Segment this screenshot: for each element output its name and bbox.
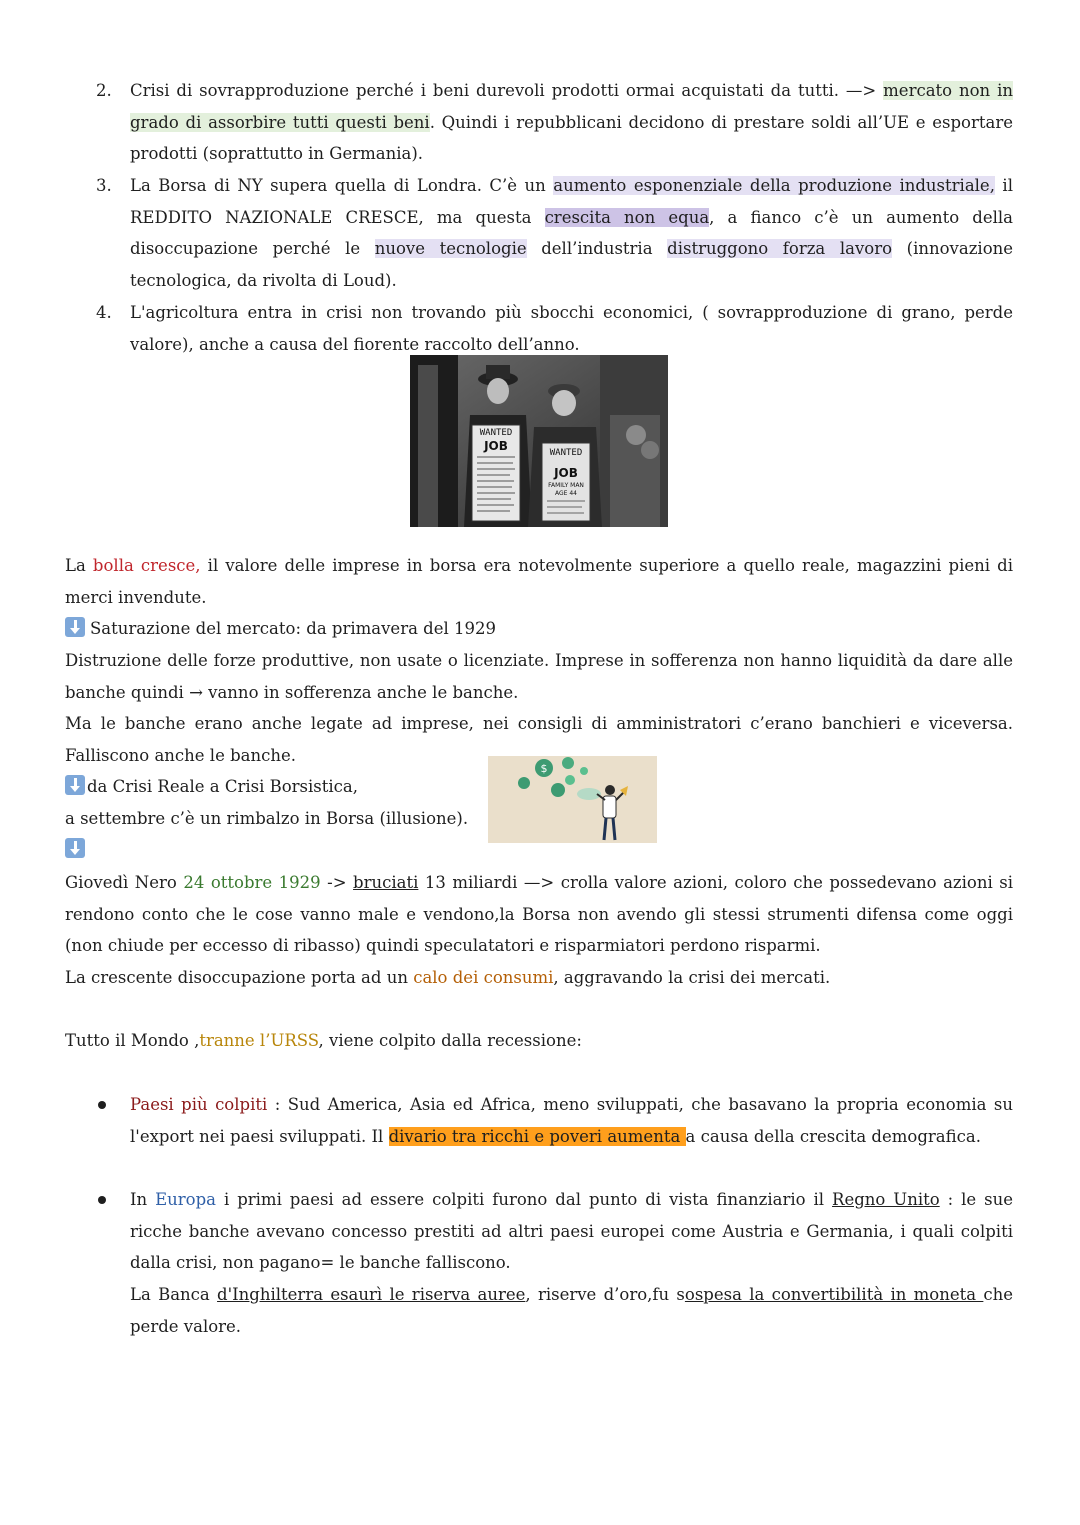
list-item-4 — [65, 297, 1013, 360]
bubble-red-text: bolla cresce, — [92, 556, 201, 575]
banks-paragraph: Ma le banche erano anche legate ad imprese, nei consigli di amministratori c’erano banchieri e viceversa. Falliscono anche le banche. — [65, 714, 1013, 765]
urss-colored-text: tranne l’URSS — [199, 1031, 319, 1050]
date-green-text: 24 ottobre 1929 — [183, 873, 321, 892]
consumption-colored-text: calo dei consumi — [413, 968, 554, 987]
bullet-dot — [98, 1196, 106, 1204]
list-number: 4. — [96, 303, 112, 322]
unemployment-line: La crescente disoccupazione porta ad un calo dei consumi, aggravando la crisi dei mercati. — [65, 968, 831, 987]
list-text: Crisi di sovrapproduzione perché i beni durevoli prodotti ormai acquistati da tutti. —> mercato non in grado di assorbire tutti questi beni. Quindi i repubblicani decidono di prestare soldi all’UE e esportare prodotti (soprattutto in Germania). — [130, 81, 1013, 164]
highlight-divide: divario tra ricchi e poveri aumenta — [388, 1126, 686, 1146]
world-line: Tutto il Mondo ,tranne l’URSS, viene colpito dalla recessione: — [65, 1031, 582, 1050]
saturation-line: Saturazione del mercato: da primavera del 1929 — [65, 613, 1013, 645]
sign2-line1: WANTED — [549, 448, 583, 458]
list-item-3 — [65, 170, 1013, 297]
sign1-line1: WANTED — [479, 428, 513, 438]
bullet-dot — [98, 1101, 106, 1109]
highlight-labour: distruggono forza lavoro — [667, 239, 893, 259]
destruction-paragraph: Distruzione delle forze produttive, non usate o licenziate. Imprese in sofferenza non hanno liquidità da dare alle banche quindi → vanno in sofferenza anche le banche. — [65, 651, 1013, 702]
list-text: La Borsa di NY supera quella di Londra. C’è un aumento esponenziale della produzione industriale, il REDDITO NAZIONALE CRESCE, ma questa crescita non equa, a fianco c’è un aumento della disoccupazione perché le nuove tecnologie dell’industria distruggono forza lavoro (innovazione tecnologica, da rivolta di Loud). — [130, 176, 1014, 291]
sign1-line2: JOB — [484, 439, 508, 453]
list-number: 2. — [96, 81, 112, 100]
down-arrow-icon — [65, 775, 85, 795]
highlight-technologies: nuove tecnologie — [374, 239, 527, 259]
list-text: L'agricoltura entra in crisi non trovando più sbocchi economici, ( sovrapproduzione di grano, perde valore), anche a causa del fiorente raccolto dell’anno. — [130, 303, 1013, 354]
bubble-paragraph: La bolla cresce, il valore delle imprese in borsa era notevolmente superiore a quello reale, magazzini pieni di merci invendute. — [65, 556, 1013, 607]
unemployed-men-photo — [410, 355, 668, 527]
europe-lead: Europa — [155, 1190, 217, 1209]
highlight-production: aumento esponenziale della produzione industriale, — [553, 176, 995, 195]
sign2-line2: JOB — [554, 466, 578, 480]
down-arrow-icon — [65, 617, 85, 637]
convertibility-underlined: ospesa la convertibilità in moneta — [684, 1285, 984, 1305]
crisis-line: da Crisi Reale a Crisi Borsistica, a settembre c’è un rimbalzo in Borsa (illusione). — [65, 771, 485, 866]
sign2-line3: FAMILY MAN — [548, 482, 584, 489]
black-thursday-paragraph: Giovedì Nero 24 ottobre 1929 -> bruciati 13 miliardi —> crolla valore azioni, coloro che possedevano azioni si rendono conto che le cose vanno male e vendono,la Borsa non avendo gli stessi strumenti difensa come oggi (non chiude per eccesso di ribasso) quindi speculatatori e risparmiatori perdono risparmi. — [65, 873, 1013, 956]
highlight-market: mercato non in grado di assorbire tutti questi beni — [130, 81, 1013, 132]
highlight-growth: crescita non equa — [544, 207, 710, 227]
uk-underlined: Regno Unito — [832, 1190, 940, 1209]
sign2-line4: AGE 44 — [555, 490, 577, 497]
down-arrow-icon — [65, 838, 85, 858]
reserves-underlined: d'Inghilterra esaurì le riserva auree — [217, 1285, 526, 1305]
list-item-2 — [65, 75, 1013, 170]
bullet-item-most-hit: Paesi più colpiti : Sud America, Asia ed Africa, meno sviluppati, che basavano la propria economia su l'export nei paesi sviluppati. Il divario tra ricchi e poveri aumenta a causa della crescita demografica. — [65, 1089, 1013, 1152]
bullet-item-europe: In Europa i primi paesi ad essere colpiti furono dal punto di vista finanziario il Regno Unito : le sue ricche banche avevano concesso prestiti ad altri paesi europei come Austria e Germania, i quali colpiti dalla crisi, non pagano= le banche falliscono. La Banca d'Inghilterra esaurì le riserva auree, riserve d’oro,fu sospesa la convertibilità in moneta che perde valore. — [65, 1184, 1013, 1343]
money-bubbles-illustration — [488, 756, 657, 843]
list-number: 3. — [96, 176, 112, 195]
underlined-word: bruciati — [353, 873, 419, 892]
svg-text:$: $ — [540, 762, 548, 775]
most-hit-lead: Paesi più colpiti — [130, 1095, 268, 1114]
